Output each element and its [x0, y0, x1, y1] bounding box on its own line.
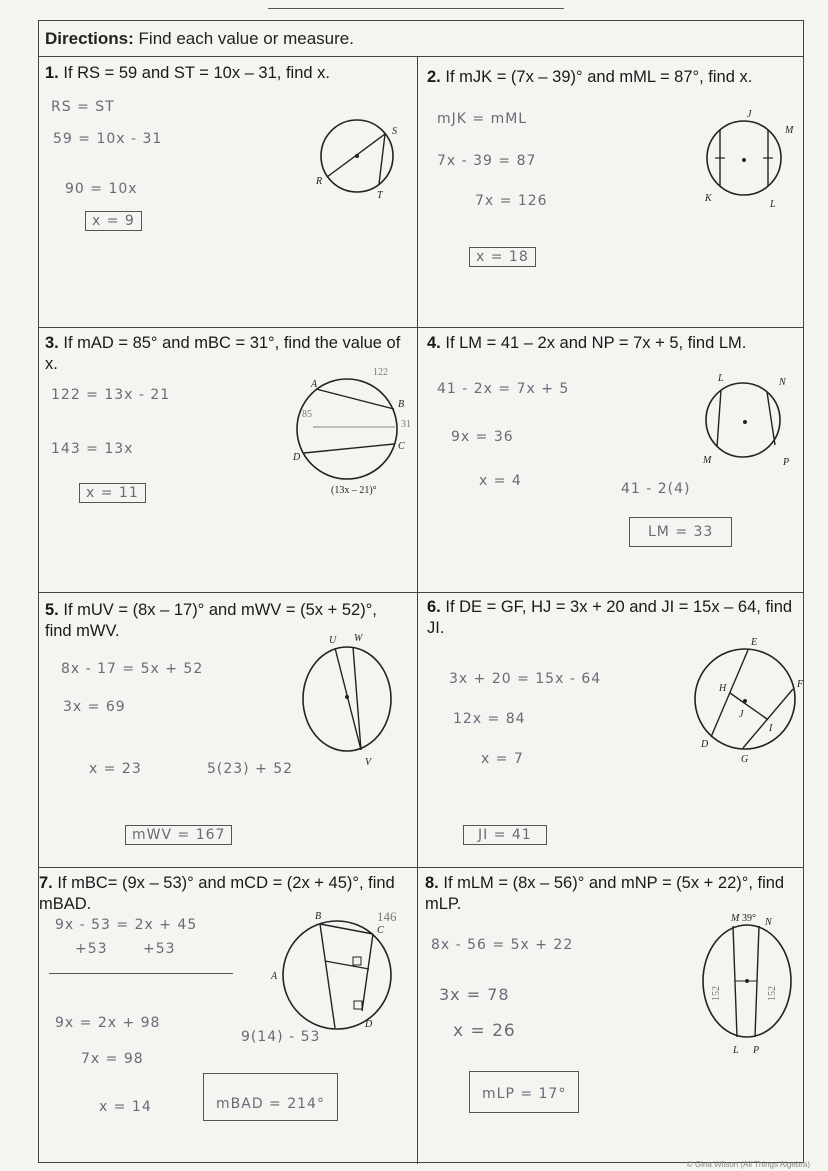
- column-divider: [417, 57, 418, 1164]
- label-k: K: [705, 193, 712, 204]
- problem-1-statement: [45, 63, 405, 84]
- work-line: x = 14: [99, 1099, 152, 1115]
- label-b: B: [398, 399, 405, 410]
- problem-6-diagram: [679, 631, 805, 771]
- center-point: [743, 699, 747, 703]
- worksheet: [38, 20, 804, 1163]
- problem-4-statement: [427, 333, 797, 354]
- label-l: L: [718, 373, 724, 384]
- label-l: L: [733, 1045, 739, 1056]
- label-i: I: [769, 723, 773, 734]
- row-divider-1: [39, 327, 803, 328]
- answer-box: mWV = 167: [125, 825, 232, 845]
- note-31: 31: [401, 419, 411, 430]
- label-j: J: [739, 709, 744, 720]
- label-a: A: [311, 379, 318, 390]
- work-line: 59 = 10x - 31: [53, 131, 163, 147]
- label-p: P: [783, 457, 790, 468]
- note-122: 122: [373, 367, 388, 378]
- note-146: 146: [377, 909, 397, 924]
- work-line: x = 23: [89, 761, 142, 777]
- label-e: E: [751, 637, 758, 648]
- perpendicular-1: [325, 961, 369, 969]
- work-line: 12x = 84: [453, 711, 526, 727]
- chord-dc: [304, 444, 394, 453]
- work-line: 7x = 98: [81, 1051, 144, 1067]
- answer-box: JI = 41: [463, 825, 547, 845]
- answer-box: x = 9: [85, 211, 142, 231]
- label-n: N: [779, 377, 786, 388]
- problem-number: 1.: [45, 64, 59, 82]
- note-85: 85: [302, 409, 312, 420]
- label-f: F: [797, 679, 804, 690]
- label-w: W: [354, 633, 363, 644]
- label-d: D: [701, 739, 709, 750]
- center-point: [355, 154, 359, 158]
- work-line: +53 +53: [75, 941, 176, 957]
- work-line: x = 4: [479, 473, 522, 489]
- label-b: B: [315, 911, 322, 922]
- answer-box: mBAD = 214°: [203, 1073, 338, 1121]
- work-line: x = 7: [481, 751, 524, 767]
- problem-text: If RS = 59 and ST = 10x – 31, find x.: [63, 64, 330, 82]
- answer-box: x = 18: [469, 247, 536, 267]
- chord-cd: [362, 934, 373, 1011]
- problem-text: If mAD = 85° and mBC = 31°, find the value of x.: [45, 334, 401, 373]
- work-line: 9x - 53 = 2x + 45: [55, 917, 198, 933]
- work-line: 9x = 2x + 98: [55, 1015, 161, 1031]
- problem-number: 5.: [45, 601, 59, 619]
- label-l: L: [770, 199, 776, 210]
- work-line: mJK = mML: [437, 111, 528, 127]
- label-arc-expression: (13x – 21)°: [331, 485, 377, 496]
- work-line: 9(14) - 53: [241, 1029, 321, 1045]
- label-d: D: [365, 1019, 373, 1030]
- problem-number: 4.: [427, 334, 441, 352]
- center-point: [743, 420, 747, 424]
- problem-text: If DE = GF, HJ = 3x + 20 and JI = 15x – 64, find JI.: [427, 598, 793, 637]
- label-u: U: [329, 635, 337, 646]
- problem-number: 7.: [39, 874, 53, 892]
- work-rule: [49, 973, 233, 974]
- label-m: M: [785, 125, 794, 136]
- problem-2-diagram: [689, 103, 799, 213]
- label-p: P: [753, 1045, 760, 1056]
- answer-box: LM = 33: [629, 517, 732, 547]
- right-angle-mark: [354, 1001, 362, 1009]
- right-angle-mark: [353, 957, 361, 965]
- label-m: M: [731, 913, 740, 924]
- problem-8-diagram: [697, 909, 801, 1059]
- problem-3-diagram: [277, 357, 415, 497]
- top-rule: [268, 8, 564, 9]
- work-line: 41 - 2x = 7x + 5: [437, 381, 570, 397]
- problem-4-diagram: [691, 365, 801, 475]
- label-a: A: [271, 971, 278, 982]
- copyright-footer: © Gina Wilson (All Things Algebra): [686, 1160, 810, 1169]
- chord-bd: [320, 924, 335, 1028]
- chord-lm: [717, 390, 721, 447]
- chord-st: [379, 134, 385, 184]
- work-line: 143 = 13x: [51, 441, 134, 457]
- answer-box: mLP = 17°: [469, 1071, 579, 1113]
- problem-text: If LM = 41 – 2x and NP = 7x + 5, find LM.: [445, 334, 747, 352]
- problem-number: 2.: [427, 68, 441, 86]
- problem-number: 6.: [427, 598, 441, 616]
- problem-7-diagram: [265, 899, 405, 1039]
- label-d: D: [293, 452, 301, 463]
- label-c: C: [377, 925, 384, 936]
- answer-box: x = 11: [79, 483, 146, 503]
- work-line: 7x = 126: [475, 193, 548, 209]
- label-v: V: [365, 757, 372, 768]
- label-n: N: [765, 917, 772, 928]
- problem-text: If mLM = (8x – 56)° and mNP = (5x + 22)°, find mLP.: [425, 874, 785, 913]
- label-m: M: [703, 455, 712, 466]
- work-line: x = 26: [453, 1021, 516, 1041]
- work-line: 8x - 17 = 5x + 52: [61, 661, 204, 677]
- label-s: S: [392, 126, 397, 137]
- problem-number: 3.: [45, 334, 59, 352]
- work-line: RS = ST: [51, 99, 115, 115]
- work-line: 7x - 39 = 87: [437, 153, 537, 169]
- problem-5-diagram: [295, 627, 405, 777]
- work-line: 90 = 10x: [65, 181, 138, 197]
- center-point: [345, 695, 349, 699]
- problem-text: If mUV = (8x – 17)° and mWV = (5x + 52)°, find mWV.: [45, 601, 377, 640]
- note-152-left: 152: [711, 986, 722, 1001]
- label-h: H: [719, 683, 727, 694]
- work-line: 3x + 20 = 15x - 64: [449, 671, 602, 687]
- work-line: 41 - 2(4): [621, 481, 691, 497]
- row-divider-2: [39, 592, 803, 593]
- circle: [283, 921, 391, 1029]
- directions-text: Find each value or measure.: [138, 29, 354, 48]
- chord-ab: [316, 389, 394, 409]
- note-152-right: 152: [767, 986, 778, 1001]
- problem-text: If mBC= (9x – 53)° and mCD = (2x + 45)°, find mBAD.: [39, 874, 395, 913]
- circle: [297, 379, 397, 479]
- row-divider-3: [39, 867, 803, 868]
- problem-text: If mJK = (7x – 39)° and mML = 87°, find x.: [445, 68, 753, 86]
- label-39: 39°: [742, 913, 756, 924]
- work-line: 3x = 69: [63, 699, 126, 715]
- chord-de: [711, 650, 748, 737]
- chord-gf: [743, 689, 793, 748]
- work-line: 3x = 78: [439, 985, 510, 1004]
- problem-1-diagram: [289, 101, 409, 221]
- center-point: [745, 979, 749, 983]
- label-g: G: [741, 754, 749, 765]
- label-t: T: [377, 190, 383, 201]
- directions-bar: [39, 21, 803, 57]
- directions-label: Directions:: [45, 29, 134, 48]
- segment-hi: [730, 693, 767, 719]
- label-c: C: [398, 441, 405, 452]
- work-line: 122 = 13x - 21: [51, 387, 171, 403]
- work-line: 5(23) + 52: [207, 761, 294, 777]
- center-point: [742, 158, 746, 162]
- problem-number: 8.: [425, 874, 439, 892]
- work-line: 9x = 36: [451, 429, 514, 445]
- work-line: 8x - 56 = 5x + 22: [431, 937, 574, 953]
- label-j: J: [747, 109, 752, 120]
- problem-2-statement: [427, 67, 797, 88]
- label-r: R: [316, 176, 323, 187]
